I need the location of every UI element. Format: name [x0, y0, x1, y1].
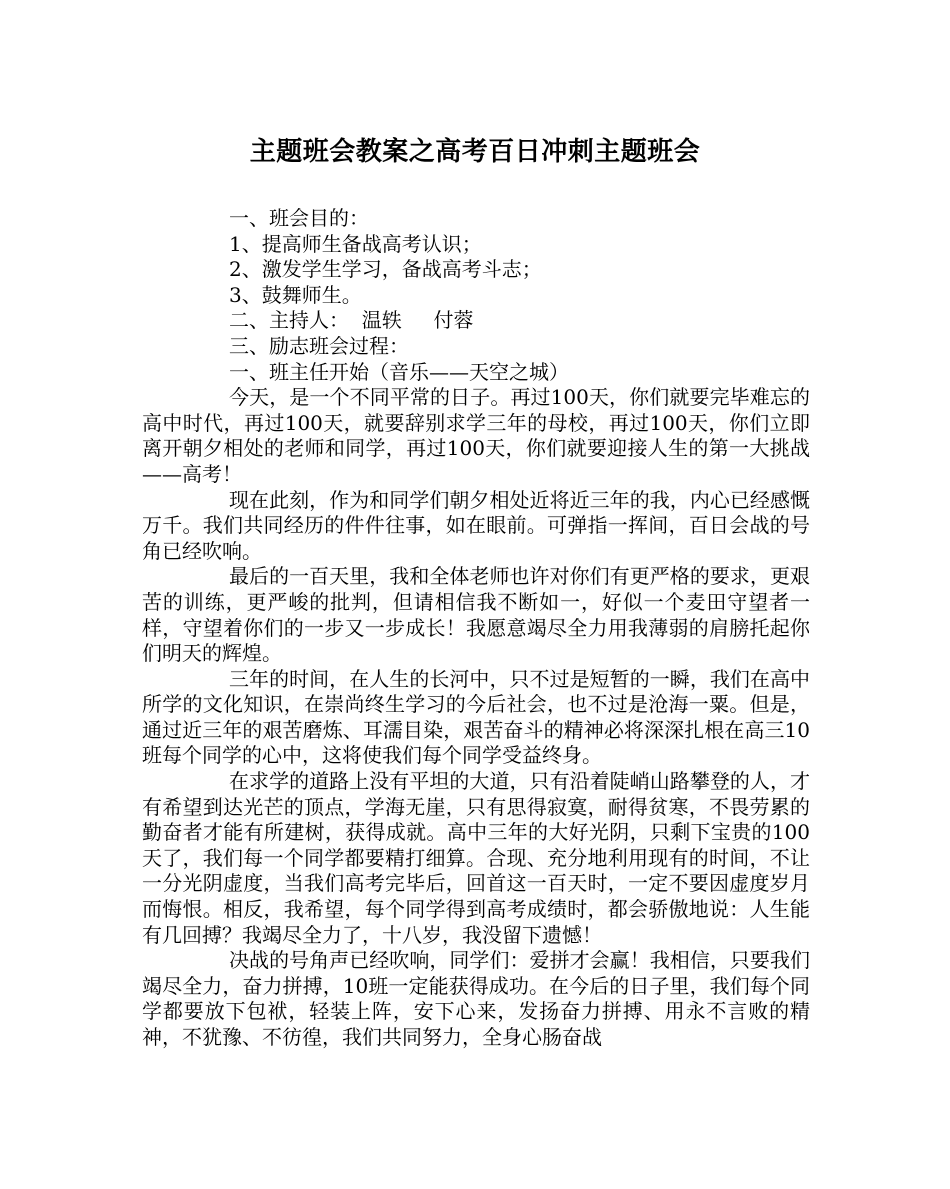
purpose-item-1: 1、提高师生备战高考认识；: [229, 231, 482, 256]
paragraph-1: 今天，是一个不同平常的日子。再过100天，你们就要完毕难忘的高中时代，再过100天，就要辞别求学三年的母校，再过100天，你们立即离开朝夕相处的老师和同学，再过100天，你们就要迎接人生的第一大挑战——高考！: [142, 385, 810, 486]
paragraph-5: 在求学的道路上没有平坦的大道，只有沿着陡峭山路攀登的人，才有希望到达光芒的顶点，学海无崖，只有思得寂寞，耐得贫寒，不畏劳累的勤奋者才能有所建树，获得成就。高中三年的大好光阴，只剩下宝贵的100天了，我们每一个同学都要精打细算。合现、充分地利用现有的时间，不让一分光阴虚度，当我们高考完毕后，回首这一百天时，一定不要因虚度岁月而悔恨。相反，我希望，每个同学得到高考成绩时，都会骄傲地说：人生能有几回搏？我竭尽全力了，十八岁，我没留下遗憾！: [142, 769, 810, 947]
paragraph-2: 现在此刻，作为和同学们朝夕相处近将近三年的我，内心已经感慨万千。我们共同经历的件件往事，如在眼前。可弹指一挥间，百日会战的号角已经吹响。: [142, 487, 810, 563]
purpose-item-2: 2、激发学生学习，备战高考斗志；: [229, 257, 542, 282]
section-heading-process: 三、励志班会过程：: [229, 333, 409, 358]
section-heading-hosts: 二、主持人： 温轶 付蓉: [229, 308, 474, 333]
document-body: [142, 206, 810, 1051]
paragraph-3: 最后的一百天里，我和全体老师也许对你们有更严格的要求，更艰苦的训练，更严峻的批判，但请相信我不断如一，好似一个麦田守望者一样，守望着你们的一步又一步成长！我愿意竭尽全力用我薄弱的肩膀托起你们明天的辉煌。: [142, 564, 810, 666]
paragraph-6: 决战的号角声已经吹响，同学们：爱拼才会赢！我相信，只要我们竭尽全力，奋力拼搏，10班一定能获得成功。在今后的日子里，我们每个同学都要放下包袱，轻装上阵，安下心来，发扬奋力拼搏、用永不言败的精神，不犹豫、不彷徨，我们共同努力，全身心肠奋战: [142, 948, 810, 1049]
paragraph-4: 三年的时间，在人生的长河中，只不过是短暂的一瞬，我们在高中所学的文化知识，在崇尚终生学习的今后社会，也不过是沧海一粟。但是，通过近三年的艰苦磨炼、耳濡目染，艰苦奋斗的精神必将深深扎根在高三10班每个同学的心中，这将使我们每个同学受益终身。: [142, 666, 810, 768]
document-title: 主题班会教案之高考百日冲刺主题班会: [249, 137, 701, 167]
purpose-item-3: 3、鼓舞师生。: [229, 282, 362, 307]
section-heading-purpose: 一、班会目的：: [229, 206, 369, 230]
subsection-heading-start: 一、班主任开始（音乐——天空之城）: [229, 359, 569, 384]
